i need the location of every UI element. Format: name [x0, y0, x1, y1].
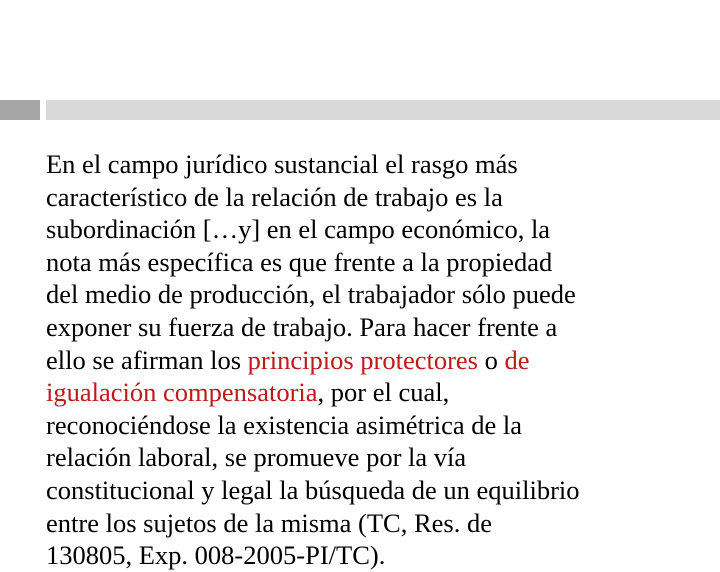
highlighted-term-principios-protectores: principios protectores [247, 344, 478, 375]
text-line: característico de la relación de trabajo es la [46, 181, 503, 212]
text-line [46, 344, 706, 377]
text-line: En el campo jurídico sustancial el rasgo más [46, 149, 518, 179]
text-segment: ello se afirman los [46, 344, 248, 375]
highlighted-term-de: de [504, 344, 530, 375]
header-bar [46, 100, 720, 120]
text-line: del medio de producción, el trabajador sólo puede [46, 279, 576, 310]
quote-paragraph [46, 148, 706, 572]
text-line: reconociéndose la existencia asimétrica de la [46, 409, 523, 440]
text-line [46, 376, 706, 409]
text-line: subordinación […y] en el campo económico, la [46, 214, 551, 245]
text-line: relación laboral, se promueve por la vía [46, 442, 467, 473]
text-line: exponer su fuerza de trabajo. Para hacer frente a [46, 311, 558, 342]
text-segment: , por el cual, [317, 377, 450, 408]
text-line: nota más específica es que frente a la propiedad [46, 246, 553, 277]
text-line: entre los sujetos de la misma (TC, Res. de [46, 507, 492, 538]
highlighted-term-igualacion-compensatoria: igualación compensatoria [46, 377, 318, 408]
text-line: constitucional y legal la búsqueda de un equilibrio [46, 474, 580, 505]
header-bar-accent [0, 100, 40, 120]
text-segment: o [477, 344, 505, 375]
text-line: 130805, Exp. 008-2005-PI/TC). [46, 540, 386, 571]
